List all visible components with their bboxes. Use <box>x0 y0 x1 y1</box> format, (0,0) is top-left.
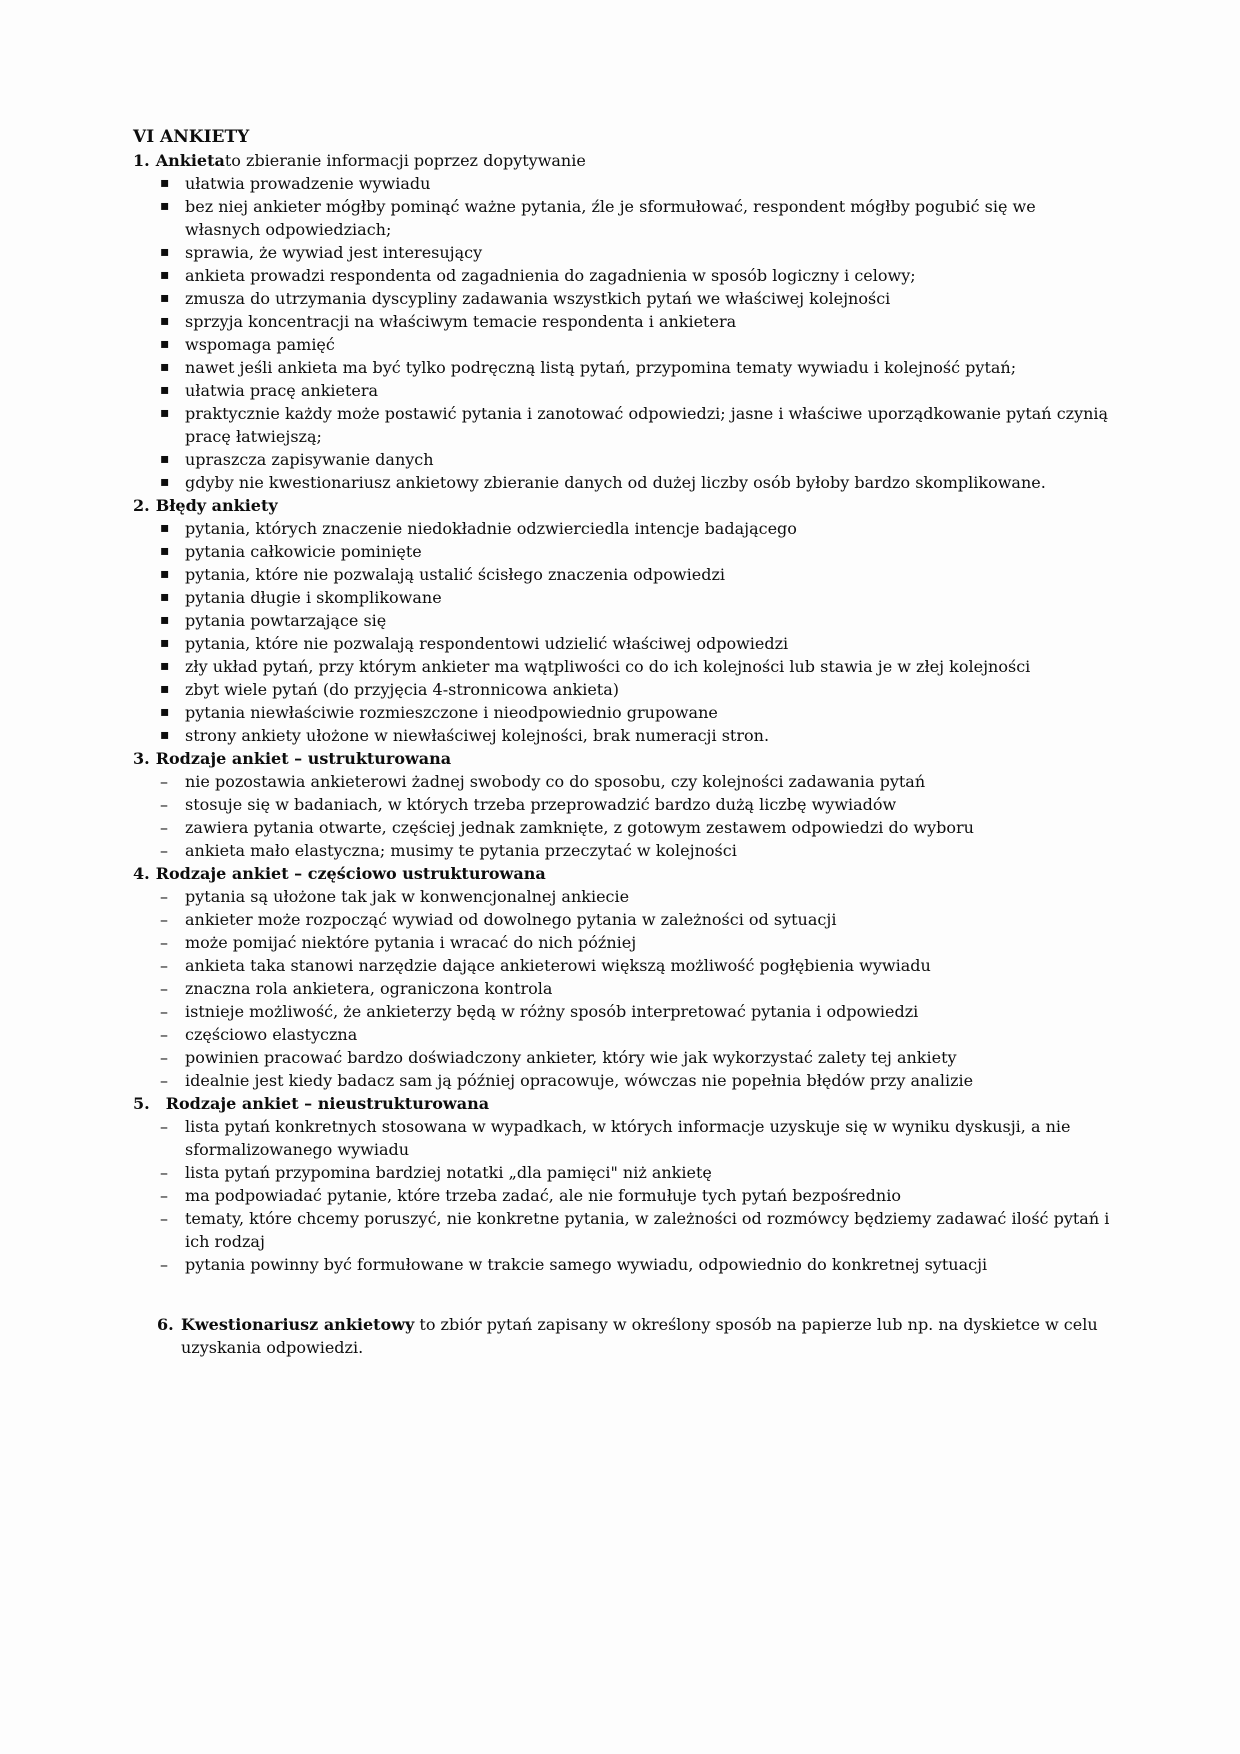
list-item-text: ankieta mało elastyczna; musimy te pytania przeczytać w kolejności <box>185 841 737 860</box>
square-bullet-marker: ▪ <box>160 635 170 651</box>
square-bullet-marker: ▪ <box>160 543 170 559</box>
list-item-text: wspomaga pamięć <box>185 335 335 354</box>
section-heading <box>133 149 1112 172</box>
list-item-text: pytania, które nie pozwalają respondentowi udzielić właściwej odpowiedzi <box>185 634 789 653</box>
list-item-text: pytania niewłaściwie rozmieszczone i nieodpowiednio grupowane <box>185 703 718 722</box>
list-item <box>160 609 1112 632</box>
list-item-text: ma podpowiadać pytanie, które trzeba zadać, ale nie formułuje tych pytań bezpośrednio <box>185 1186 901 1205</box>
list-item-text: powinien pracować bardzo doświadczony ankieter, który wie jak wykorzystać zalety tej ankiety <box>185 1048 957 1067</box>
list-item <box>160 954 1112 977</box>
list-item <box>160 701 1112 724</box>
list-item <box>160 402 1112 448</box>
dash-bullet-marker: – <box>160 956 168 975</box>
page-title: VI ANKIETY <box>133 127 250 147</box>
list-item-text: nie pozostawia ankieterowi żadnej swobody co do sposobu, czy kolejności zadawania pytań <box>185 772 926 791</box>
section-title: Rodzaje ankiet – częściowo ustrukturowana <box>155 864 546 883</box>
list-item-text: pytania są ułożone tak jak w konwencjonalnej ankiecie <box>185 887 630 906</box>
list-item <box>160 1069 1112 1092</box>
list-item <box>160 908 1112 931</box>
square-bullet-marker: ▪ <box>160 658 170 674</box>
definition-body: to zbiór pytań zapisany w określony sposób na papierze lub np. na dyskietce w celu uzyskania odpowiedzi. <box>181 1315 1098 1357</box>
list-item-text: zmusza do utrzymania dyscypliny zadawania wszystkich pytań we właściwej kolejności <box>185 289 891 308</box>
list-item <box>160 264 1112 287</box>
list-item-text: istnieje możliwość, że ankieterzy będą w różny sposób interpretować pytania i odpowiedzi <box>185 1002 919 1021</box>
square-bullet-marker: ▪ <box>160 704 170 720</box>
section-heading <box>133 747 1112 770</box>
dash-bullet-marker: – <box>160 1255 168 1274</box>
square-bullet-marker: ▪ <box>160 175 170 191</box>
section-item-list <box>133 770 1112 862</box>
section-item-list <box>133 517 1112 747</box>
list-item-text: ankieta prowadzi respondenta od zagadnienia do zagadnienia w sposób logiczny i celowy; <box>185 266 916 285</box>
list-item <box>160 540 1112 563</box>
list-item-text: może pomijać niektóre pytania i wracać do nich później <box>185 933 637 952</box>
definition-term: Kwestionariusz ankietowy <box>181 1315 415 1334</box>
square-bullet-marker: ▪ <box>160 612 170 628</box>
list-item-text: gdyby nie kwestionariusz ankietowy zbieranie danych od dużej liczby osób byłoby bardzo skomplikowane. <box>185 473 1046 492</box>
list-item <box>160 586 1112 609</box>
square-bullet-marker: ▪ <box>160 267 170 283</box>
sections-container <box>133 149 1112 1276</box>
square-bullet-marker: ▪ <box>160 382 170 398</box>
list-item-text: bez niej ankieter mógłby pominąć ważne pytania, źle je sformułować, respondent mógłby pogubić się we własnych odpowiedziach; <box>185 197 1036 239</box>
list-item-text: praktycznie każdy może postawić pytania i zanotować odpowiedzi; jasne i właściwe uporządkowanie pytań czynią pracę łatwiejszą; <box>185 404 1109 446</box>
list-item-text: strony ankiety ułożone w niewłaściwej kolejności, brak numeracji stron. <box>185 726 770 745</box>
list-item-text: pytania, które nie pozwalają ustalić ścisłego znaczenia odpowiedzi <box>185 565 725 584</box>
list-item <box>160 517 1112 540</box>
section <box>133 149 1112 494</box>
section-heading <box>133 862 1112 885</box>
list-item-text: pytania całkowicie pominięte <box>185 542 422 561</box>
list-item <box>160 448 1112 471</box>
list-item <box>160 770 1112 793</box>
list-item <box>160 333 1112 356</box>
dash-bullet-marker: – <box>160 910 168 929</box>
dash-bullet-marker: – <box>160 795 168 814</box>
square-bullet-marker: ▪ <box>160 681 170 697</box>
section <box>133 747 1112 862</box>
list-item <box>160 885 1112 908</box>
section-title: Rodzaje ankiet – nieustrukturowana <box>165 1094 490 1113</box>
list-item-text: ułatwia pracę ankietera <box>185 381 379 400</box>
section-title: Błędy ankiety <box>155 496 278 515</box>
list-item-text: częściowo elastyczna <box>185 1025 358 1044</box>
dash-bullet-marker: – <box>160 1071 168 1090</box>
list-item <box>160 1207 1112 1253</box>
list-item <box>160 1046 1112 1069</box>
section-item-list <box>133 172 1112 494</box>
section-number: 3. <box>133 749 150 768</box>
square-bullet-marker: ▪ <box>160 520 170 536</box>
list-item-text: idealnie jest kiedy badacz sam ją później opracowuje, wówczas nie popełnia błędów przy analizie <box>185 1071 974 1090</box>
dash-bullet-marker: – <box>160 1209 168 1228</box>
dash-bullet-marker: – <box>160 1025 168 1044</box>
square-bullet-marker: ▪ <box>160 451 170 467</box>
dash-bullet-marker: – <box>160 818 168 837</box>
list-item <box>160 1115 1112 1161</box>
dash-bullet-marker: – <box>160 772 168 791</box>
list-item-text: sprzyja koncentracji na właściwym temacie respondenta i ankietera <box>185 312 737 331</box>
list-item-text: nawet jeśli ankieta ma być tylko podręczną listą pytań, przypomina tematy wywiadu i kolejność pytań; <box>185 358 1017 377</box>
square-bullet-marker: ▪ <box>160 405 170 421</box>
list-item-text: pytania, których znaczenie niedokładnie odzwierciedla intencje badającego <box>185 519 797 538</box>
list-item <box>160 678 1112 701</box>
section-title: Ankieta <box>155 151 225 170</box>
list-item <box>160 1000 1112 1023</box>
section-number: 2. <box>133 496 150 515</box>
definition-text <box>181 1313 1112 1359</box>
list-item-text: upraszcza zapisywanie danych <box>185 450 434 469</box>
square-bullet-marker: ▪ <box>160 244 170 260</box>
list-item-text: sprawia, że wywiad jest interesujący <box>185 243 483 262</box>
section-number: 5. <box>133 1094 150 1113</box>
section-number: 1. <box>133 151 150 170</box>
list-item <box>160 241 1112 264</box>
list-item <box>160 632 1112 655</box>
section-heading <box>133 1092 1112 1115</box>
square-bullet-marker: ▪ <box>160 336 170 352</box>
square-bullet-marker: ▪ <box>160 566 170 582</box>
list-item <box>160 379 1112 402</box>
definition-item <box>133 1313 1112 1359</box>
list-item-text: zły układ pytań, przy którym ankieter ma wątpliwości co do ich kolejności lub stawia je w złej kolejności <box>185 657 1031 676</box>
list-item-text: znaczna rola ankietera, ograniczona kontrola <box>185 979 553 998</box>
section-number: 4. <box>133 864 150 883</box>
list-item <box>160 931 1112 954</box>
list-item-text: ankieta taka stanowi narzędzie dające ankieterowi większą możliwość pogłębienia wywiadu <box>185 956 931 975</box>
square-bullet-marker: ▪ <box>160 313 170 329</box>
list-item <box>160 816 1112 839</box>
list-item <box>160 793 1112 816</box>
section-heading <box>133 494 1112 517</box>
list-item <box>160 724 1112 747</box>
dash-bullet-marker: – <box>160 1186 168 1205</box>
list-item-text: lista pytań przypomina bardziej notatki „dla pamięci" niż ankietę <box>185 1163 712 1182</box>
list-item <box>160 287 1112 310</box>
list-item-text: ankieter może rozpocząć wywiad od dowolnego pytania w zależności od sytuacji <box>185 910 837 929</box>
square-bullet-marker: ▪ <box>160 727 170 743</box>
square-bullet-marker: ▪ <box>160 290 170 306</box>
square-bullet-marker: ▪ <box>160 359 170 375</box>
section <box>133 862 1112 1092</box>
list-item <box>160 655 1112 678</box>
section-item-list <box>133 885 1112 1092</box>
dash-bullet-marker: – <box>160 1002 168 1021</box>
dash-bullet-marker: – <box>160 1117 168 1136</box>
square-bullet-marker: ▪ <box>160 589 170 605</box>
list-item-text: ułatwia prowadzenie wywiadu <box>185 174 431 193</box>
list-item <box>160 977 1112 1000</box>
list-item <box>160 172 1112 195</box>
list-item <box>160 563 1112 586</box>
list-item-text: lista pytań konkretnych stosowana w wypadkach, w których informacje uzyskuje się w wyniku dyskusji, a nie sformalizowanego wywiadu <box>185 1117 1071 1159</box>
dash-bullet-marker: – <box>160 1048 168 1067</box>
section <box>133 1092 1112 1276</box>
list-item-text: stosuje się w badaniach, w których trzeba przeprowadzić bardzo dużą liczbę wywiadów <box>185 795 897 814</box>
list-item-text: zawiera pytania otwarte, częściej jednak zamknięte, z gotowym zestawem odpowiedzi do wyboru <box>185 818 974 837</box>
dash-bullet-marker: – <box>160 933 168 952</box>
list-item <box>160 1161 1112 1184</box>
item-number: 6. <box>157 1315 174 1334</box>
dash-bullet-marker: – <box>160 979 168 998</box>
list-item <box>160 356 1112 379</box>
square-bullet-marker: ▪ <box>160 198 170 214</box>
list-item <box>160 471 1112 494</box>
list-item <box>160 1023 1112 1046</box>
square-bullet-marker: ▪ <box>160 474 170 490</box>
list-item-text: pytania długie i skomplikowane <box>185 588 442 607</box>
list-item-text: pytania powtarzające się <box>185 611 387 630</box>
list-item-text: pytania powinny być formułowane w trakcie samego wywiadu, odpowiednio do konkretnej sytuacji <box>185 1255 988 1274</box>
list-item-text: tematy, które chcemy poruszyć, nie konkretne pytania, w zależności od rozmówcy będziemy zadawać ilość pytań i ich rodzaj <box>185 1209 1110 1251</box>
section-title-rest: to zbieranie informacji poprzez dopytywanie <box>224 151 586 170</box>
dash-bullet-marker: – <box>160 887 168 906</box>
section <box>133 494 1112 747</box>
list-item <box>160 1253 1112 1276</box>
list-item <box>160 1184 1112 1207</box>
list-item-text: zbyt wiele pytań (do przyjęcia 4-stronnicowa ankieta) <box>185 680 619 699</box>
section-item-list <box>133 1115 1112 1276</box>
section-title: Rodzaje ankiet – ustrukturowana <box>155 749 452 768</box>
dash-bullet-marker: – <box>160 841 168 860</box>
list-item <box>160 310 1112 333</box>
list-item <box>160 839 1112 862</box>
dash-bullet-marker: – <box>160 1163 168 1182</box>
list-item <box>160 195 1112 241</box>
